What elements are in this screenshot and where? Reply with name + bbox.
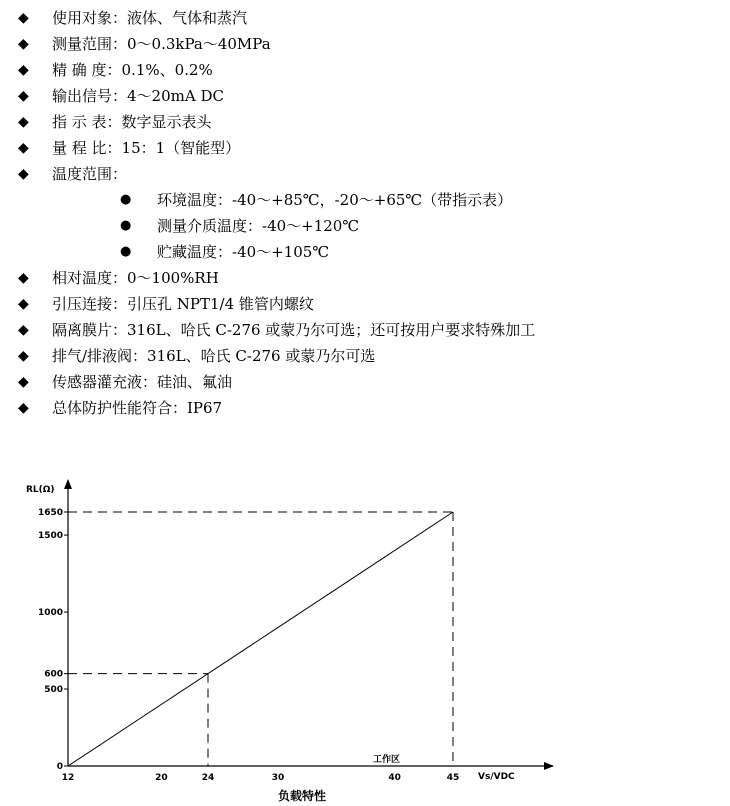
- spec-text: 总体防护性能符合：IP67: [52, 399, 223, 417]
- spec-item-humidity: [0, 265, 730, 291]
- spec-text: 测量范围：0～0.3kPa～40MPa: [52, 35, 271, 53]
- x-tick-label: 24: [201, 773, 215, 783]
- diamond-bullet-icon: ◆: [18, 36, 29, 52]
- diamond-bullet-icon: ◆: [18, 400, 29, 416]
- spec-text: 使用对象：液体、气体和蒸汽: [52, 9, 248, 27]
- y-tick-label: 600: [44, 669, 63, 680]
- load-line: [68, 512, 453, 766]
- spec-text: 精 确 度：0.1%、0.2%: [52, 61, 213, 79]
- spec-item-connection: [0, 291, 730, 317]
- diamond-bullet-icon: ◆: [18, 322, 29, 338]
- y-tick-label: 1000: [37, 608, 63, 619]
- diamond-bullet-icon: ◆: [18, 374, 29, 390]
- spec-item-turndown: [0, 135, 730, 161]
- circle-bullet-icon: ●: [120, 244, 132, 259]
- diamond-bullet-icon: ◆: [18, 62, 29, 78]
- diamond-bullet-icon: ◆: [18, 140, 29, 156]
- spec-text: 贮藏温度：-40～+105℃: [157, 243, 330, 261]
- spec-text: 温度范围：: [52, 165, 128, 183]
- spec-text: 传感器灌充液：硅油、氟油: [52, 373, 233, 391]
- y-tick-label: 1650: [37, 508, 63, 518]
- spec-subitem-storage: [0, 239, 730, 265]
- circle-bullet-icon: ●: [120, 218, 132, 233]
- x-tick-label: 45: [446, 773, 460, 783]
- spec-text: 相对温度：0～100%RH: [52, 269, 219, 287]
- spec-item-media: [0, 5, 730, 31]
- spec-subitem-ambient: [0, 187, 730, 213]
- spec-text: 排气/排液阀：316L、哈氏 C-276 或蒙乃尔可选: [52, 347, 376, 365]
- spec-list: [0, 5, 730, 421]
- x-tick-label: 12: [61, 773, 75, 783]
- y-tick-label: 1500: [37, 531, 63, 542]
- circle-bullet-icon: ●: [120, 192, 132, 207]
- diamond-bullet-icon: ◆: [18, 270, 29, 286]
- chart-caption: 负载特性: [277, 789, 327, 803]
- diamond-bullet-icon: ◆: [18, 348, 29, 364]
- y-tick-labels: [38, 508, 68, 772]
- y-tick-label: 0: [56, 762, 63, 772]
- diamond-bullet-icon: ◆: [18, 88, 29, 104]
- spec-item-output: [0, 83, 730, 109]
- x-tick-label: 30: [271, 773, 285, 783]
- series-layer: [68, 512, 453, 766]
- spec-text: 测量介质温度：-40～+120℃: [157, 217, 360, 235]
- spec-text: 输出信号：4～20mA DC: [52, 87, 224, 105]
- working-region-label: 工作区: [373, 755, 401, 765]
- spec-text: 环境温度：-40～+85℃，-20～+65℃（带指示表）: [157, 191, 513, 209]
- spec-item-protection: [0, 395, 730, 421]
- diamond-bullet-icon: ◆: [18, 114, 29, 130]
- spec-item-temperature: [0, 161, 730, 187]
- spec-text: 引压连接：引压孔 NPT1/4 锥管内螺纹: [52, 295, 314, 313]
- spec-item-range: [0, 31, 730, 57]
- x-axis-title: Vs/VDC: [478, 772, 515, 782]
- spec-item-indicator: [0, 109, 730, 135]
- spec-item-fill-fluid: [0, 369, 730, 395]
- spec-item-diaphragm: [0, 317, 730, 343]
- load-characteristic-chart: [0, 470, 730, 806]
- spec-text: 指 示 表：数字显示表头: [52, 113, 212, 131]
- spec-subitem-medium: [0, 213, 730, 239]
- y-axis-title: RL(Ω): [26, 485, 55, 495]
- x-tick-labels: [62, 773, 460, 783]
- spec-text: 隔离膜片：316L、哈氏 C-276 或蒙乃尔可选；还可按用户要求特殊加工: [52, 321, 536, 339]
- diamond-bullet-icon: ◆: [18, 10, 29, 26]
- y-tick-label: 500: [44, 685, 63, 696]
- diamond-bullet-icon: ◆: [18, 296, 29, 312]
- diamond-bullet-icon: ◆: [18, 166, 29, 182]
- x-tick-label: 20: [155, 773, 168, 783]
- spec-text: 量 程 比：15：1（智能型）: [52, 139, 241, 157]
- spec-item-vent-valve: [0, 343, 730, 369]
- x-tick-label: 40: [388, 773, 401, 783]
- spec-item-accuracy: [0, 57, 730, 83]
